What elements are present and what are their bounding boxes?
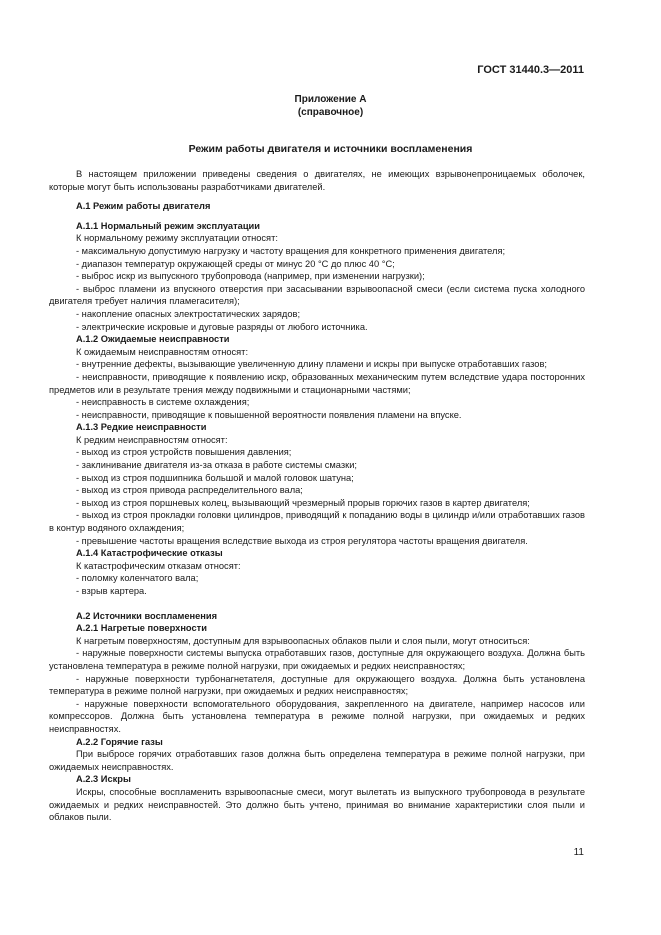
list-item: - накопление опасных электростатических зарядов; [76,308,301,319]
list-item: - выброс искр из выпускного трубопровода (например, при изменении нагрузки); [76,271,425,282]
list-item: - превышение частоты вращения вследствие выхода из строя регулятора частоты вращения двигателя. [76,535,528,546]
list-item: - заклинивание двигателя из-за отказа в работе системы смазки; [76,460,357,471]
list-item: - электрические искровые и дуговые разряды от любого источника. [76,321,368,332]
a13-lead: К редким неисправностям относят: [76,434,228,445]
a23-text: Искры, способные воспламенить взрывоопасные смеси, могут вылетать из выпускного трубопровода в результате ожидаемых и редких неисправностей. Это должно быть учтено, принимая во внимание характеристики слоя пыли и облаков пыли. [49,786,585,823]
appendix-type: (справочное) [297,107,364,118]
list-item: - выход из строя устройств повышения давления; [76,447,292,458]
section-a21-heading: А.2.1 Нагретые поверхности [76,623,207,634]
appendix-heading [0,93,661,119]
list-item: - выход из строя привода распределительного вала; [76,485,303,496]
a14-lead: К катастрофическим отказам относят: [76,560,241,571]
list-item: - неисправность в системе охлаждения; [76,397,250,408]
intro-paragraph: В настоящем приложении приведены сведения о двигателях, не имеющих взрывонепроницаемых оболочек, которые могут быть использованы разработчиками двигателей. [49,169,585,192]
list-item: - наружные поверхности вспомогательного оборудования, закрепленного на двигателе, например насосов или компрессоров. Должна быть установлена температура в режиме полной нагрузки, при ожидаемых и редких неисправностях. [49,698,585,734]
document-body [49,168,585,824]
a12-lead: К ожидаемым неисправностям относят: [76,346,249,357]
list-item: - выход из строя поршневых колец, вызывающий чрезмерный прорыв горючих газов в картер двигателя; [76,497,530,508]
page-title: Режим работы двигателя и источники воспламенения [188,143,473,155]
section-a14-heading: А.1.4 Катастрофические отказы [76,548,223,559]
list-item: - поломку коленчатого вала; [76,573,199,584]
section-a22-heading: А.2.2 Горячие газы [76,736,163,747]
page-number: 11 [573,847,584,858]
section-a12-heading: А.1.2 Ожидаемые неисправности [76,334,230,345]
list-item: - взрыв картера. [76,586,147,596]
list-item: - внутренние дефекты, вызывающие увеличенную длину пламени и искры при выпуске отработавших газов; [76,359,547,370]
list-item: - максимальную допустимую нагрузку и частоту вращения для конкретного применения двигателя; [76,245,506,256]
appendix-title: Приложение А [294,94,367,105]
section-a23-heading: А.2.3 Искры [76,774,131,785]
section-a1-heading: А.1 Режим работы двигателя [76,201,211,212]
a21-lead: К нагретым поверхностям, доступным для взрывоопасных облаков пыли и слоя пыли, могут относиться: [76,635,530,646]
list-item: - выход из строя подшипника большой и малой головок шатуна; [76,472,354,483]
list-item: - неисправности, приводящие к появлению искр, образованных механическим путем вследствие удара посторонних предметов или в результате трения между подвижными и стационарными частями; [49,371,585,395]
section-a11-heading: А.1.1 Нормальный режим эксплуатации [76,220,260,231]
section-a2-heading: А.2 Источники воспламенения [76,610,218,621]
list-item: - наружные поверхности турбонагнетателя, доступные для окружающего воздуха. Должна быть установлена температура в режиме полной нагрузки, при ожидаемых и редких неисправностях; [49,673,585,697]
a11-lead: К нормальному режиму эксплуатации относят: [76,233,278,244]
section-a13-heading: А.1.3 Редкие неисправности [76,422,207,433]
list-item: - выход из строя прокладки головки цилиндров, приводящий к попаданию воды в цилиндр и/или отработавших газов в контур водяного охлаждения; [49,510,585,534]
list-item: - неисправности, приводящие к повышенной вероятности появления пламени на впуске. [76,409,462,420]
a22-text: При выбросе горячих отработавших газов должна быть определена температура в режиме полной нагрузки, при ожидаемых неисправностях. [49,749,585,772]
list-item: - диапазон температур окружающей среды от минус 20 °С до плюс 40 °С; [76,258,395,269]
list-item: - наружные поверхности системы выпуска отработавших газов, доступные для окружающего воздуха. Должна быть установлена температура в режиме полной нагрузки, при ожидаемых и редких неисправностях; [49,648,585,671]
document-code: ГОСТ 31440.3—2011 [477,64,584,76]
list-item: - выброс пламени из впускного отверстия при засасывании взрывоопасной смеси (если система пуска холодного двигателя требует наличия пламегасителя); [49,283,585,307]
